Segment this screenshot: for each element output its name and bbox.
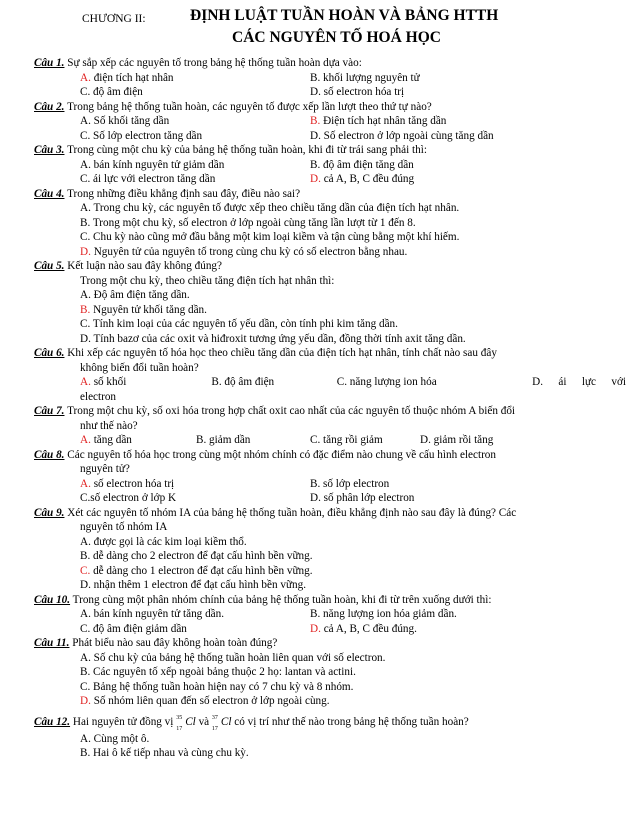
chapter-label: CHƯƠNG II: bbox=[82, 13, 146, 25]
question-6 bbox=[34, 346, 626, 404]
isotope-cl-35 bbox=[176, 712, 196, 732]
option-b: Nguyên tử khối tăng dần. bbox=[90, 303, 207, 316]
question-number: Câu 12. bbox=[34, 715, 71, 728]
question-text: Xét các nguyên tố nhóm IA của bảng hệ thống tuần hoàn, điều khẳng định nào sau đây là đúng? Các bbox=[64, 506, 517, 519]
option-d: Số nhóm liên quan đến số electron ở lớp ngoài cùng. bbox=[90, 695, 330, 707]
question-text: Hai nguyên tử đồng vị bbox=[70, 715, 177, 728]
question-10 bbox=[34, 593, 626, 637]
option-d: D. số electron hóa trị bbox=[310, 86, 405, 98]
option-a: A. Cùng một ô. bbox=[80, 732, 150, 745]
option-d: Nguyên tử của nguyên tố trong cùng chu kỳ có số electron bằng nhau. bbox=[90, 245, 408, 258]
question-number: Câu 11. bbox=[34, 637, 70, 649]
question-number: Câu 6. bbox=[34, 347, 65, 359]
question-text: có vị trí như thế nào trong bảng hệ thống tuần hoàn? bbox=[231, 715, 469, 728]
question-text: Trong một chu kỳ, số oxi hóa trong hợp chất oxit cao nhất của các nguyên tố thuộc nhóm A biến đổi bbox=[64, 405, 516, 417]
question-number: Câu 7. bbox=[34, 405, 65, 417]
option-a: A. Số chu kỳ của bảng hệ thống tuần hoàn liên quan với số electron. bbox=[80, 651, 386, 664]
question-number: Câu 2. bbox=[34, 100, 65, 113]
option-d: D. nhận thêm 1 electron để đạt cấu hình bền vững. bbox=[80, 579, 307, 591]
option-c: C. Bảng hệ thống tuần hoàn hiện nay có 7 chu kỳ và 8 nhóm. bbox=[80, 680, 354, 693]
page-subtitle: CÁC NGUYÊN TỐ HOÁ HỌC bbox=[232, 29, 441, 46]
question-number: Câu 1. bbox=[34, 57, 65, 69]
option-b: B. số lớp electron bbox=[310, 477, 390, 490]
option-c: C. độ âm điện giảm dần bbox=[80, 622, 187, 635]
atomic-number: 17 bbox=[176, 725, 183, 732]
question-list bbox=[34, 56, 626, 761]
option-a: A. được gọi là các kim loại kiềm thổ. bbox=[80, 535, 247, 548]
question-number: Câu 3. bbox=[34, 144, 65, 156]
option-d-word: với bbox=[611, 376, 626, 388]
answer-key-marker: A. bbox=[80, 376, 91, 388]
option-a: A. Độ âm điện tăng dần. bbox=[80, 289, 190, 301]
atomic-number: 17 bbox=[211, 725, 218, 732]
answer-key-marker: B. bbox=[80, 303, 91, 316]
question-number: Câu 8. bbox=[34, 448, 65, 461]
option-b: B. Các nguyên tố xếp ngoài bảng thuộc 2 họ: lantan và actini. bbox=[80, 666, 356, 678]
question-number: Câu 10. bbox=[34, 593, 71, 606]
option-c: C. độ âm điện bbox=[80, 86, 143, 98]
question-text: Phát biểu nào sau đây không hoàn toàn đúng? bbox=[69, 637, 278, 649]
question-text-continued: nguyên tử? bbox=[80, 463, 130, 475]
answer-key-marker: D. bbox=[80, 245, 91, 258]
question-5 bbox=[34, 259, 626, 346]
option-a: tăng dần bbox=[90, 434, 132, 446]
question-text-continued: không biến đổi tuần hoàn? bbox=[80, 361, 199, 374]
option-a: A. bán kính nguyên tử tăng dần. bbox=[80, 608, 225, 620]
question-text: Khi xếp các nguyên tố hóa học theo chiều tăng dần của điện tích hạt nhân, tính chất nào sau đây bbox=[64, 347, 497, 359]
question-text: Trong cùng một phân nhóm chính của bảng hệ thống tuần hoàn, khi đi từ trên xuống dưới thì: bbox=[70, 593, 492, 606]
question-2 bbox=[34, 100, 626, 144]
option-a: số electron hóa trị bbox=[90, 477, 175, 490]
question-7 bbox=[34, 404, 626, 448]
option-c: C. Số lớp electron tăng dần bbox=[80, 129, 203, 142]
question-stem: Trong một chu kỳ, theo chiều tăng điện tích hạt nhân thì: bbox=[80, 274, 335, 287]
option-c: C. tăng rồi giảm bbox=[310, 434, 383, 446]
option-c: C. năng lượng ion hóa bbox=[336, 376, 437, 388]
question-9 bbox=[34, 506, 626, 593]
option-a: A. Trong chu kỳ, các nguyên tố được xếp theo chiều tăng dần của điện tích hạt nhân. bbox=[80, 202, 460, 214]
question-11 bbox=[34, 636, 626, 709]
option-c: dễ dàng cho 1 electron để đạt cấu hình bền vững. bbox=[90, 564, 313, 577]
option-c: C. Chu kỳ nào cũng mở đầu bằng một kim loại kiềm và tận cùng bằng một khí hiếm. bbox=[80, 231, 460, 243]
option-d: cả A, B, C đều đúng. bbox=[320, 622, 417, 635]
answer-key-marker: D. bbox=[80, 695, 91, 707]
option-d-continued: electron bbox=[80, 390, 117, 403]
answer-key-marker: A. bbox=[80, 434, 91, 446]
question-number: Câu 9. bbox=[34, 506, 65, 519]
question-text: Trong những điều khẳng định sau đây, điều nào sai? bbox=[64, 187, 301, 200]
option-c: C. Tính kim loại của các nguyên tố yếu dần, còn tính phi kim tăng dần. bbox=[80, 318, 398, 330]
element-symbol: Cl bbox=[185, 715, 196, 728]
question-text: Trong cùng một chu kỳ của bảng hệ thống tuần hoàn, khi đi từ trái sang phải thì: bbox=[64, 144, 427, 156]
option-a: điện tích hạt nhân bbox=[90, 71, 174, 84]
option-d: D. bbox=[532, 376, 544, 388]
option-b: B. độ âm điện tăng dần bbox=[310, 158, 414, 171]
question-text-continued: như thế nào? bbox=[80, 419, 138, 432]
option-b: Điện tích hạt nhân tăng dần bbox=[320, 115, 447, 127]
answer-key-marker: D. bbox=[310, 622, 321, 635]
option-a: A. bán kính nguyên tử giảm dần bbox=[80, 158, 225, 171]
option-c: C.số electron ở lớp K bbox=[80, 492, 177, 504]
option-b: B. độ âm điện bbox=[211, 376, 275, 388]
question-number: Câu 4. bbox=[34, 187, 65, 200]
question-4 bbox=[34, 187, 626, 260]
option-b: B. Trong một chu kỳ, số electron ở lớp ngoài cùng tăng lần lượt từ 1 đến 8. bbox=[80, 216, 416, 229]
answer-key-marker: D. bbox=[310, 173, 321, 185]
option-d: cả A, B, C đều đúng bbox=[320, 173, 415, 185]
option-d: D. Số electron ở lớp ngoài cùng tăng dần bbox=[310, 129, 494, 142]
page-title: ĐỊNH LUẬT TUẦN HOÀN VÀ BẢNG HTTH bbox=[190, 7, 499, 24]
question-text: Sự sắp xếp các nguyên tố trong bảng hệ thống tuần hoàn dựa vào: bbox=[64, 57, 362, 69]
element-symbol: Cl bbox=[220, 715, 232, 728]
option-b: B. năng lượng ion hóa giảm dần. bbox=[310, 608, 457, 620]
option-b: B. Hai ô kế tiếp nhau và cùng chu kỳ. bbox=[80, 747, 249, 759]
option-b: B. khối lượng nguyên tử bbox=[310, 71, 420, 84]
mass-number: 37 bbox=[211, 714, 218, 721]
option-a: A. Số khối tăng dần bbox=[80, 115, 170, 127]
option-d-word: lực bbox=[581, 376, 596, 388]
question-12 bbox=[34, 712, 626, 761]
option-c: C. ái lực với electron tăng dần bbox=[80, 173, 216, 185]
question-text: Các nguyên tố hóa học trong cùng một nhóm chính có đặc điểm nào chung về cấu hình electron bbox=[64, 448, 496, 461]
option-d: D. giảm rồi tăng bbox=[420, 434, 494, 446]
isotope-cl-37 bbox=[212, 712, 232, 732]
mass-number: 35 bbox=[176, 714, 183, 721]
question-text: và bbox=[195, 715, 212, 728]
answer-key-marker: B. bbox=[310, 115, 321, 127]
question-text: Kết luận nào sau đây không đúng? bbox=[64, 260, 222, 272]
answer-key-marker: C. bbox=[80, 564, 91, 577]
question-8 bbox=[34, 448, 626, 506]
answer-key-marker: A. bbox=[80, 71, 91, 84]
answer-key-marker: A. bbox=[80, 477, 91, 490]
option-b: B. dễ dàng cho 2 electron để đạt cấu hình bền vững. bbox=[80, 550, 313, 562]
document-header bbox=[0, 7, 638, 53]
option-a: số khối bbox=[90, 376, 127, 388]
question-text: Trong bảng hệ thống tuần hoàn, các nguyên tố được xếp lần lượt theo thứ tự nào? bbox=[64, 100, 432, 113]
option-d: D. số phân lớp electron bbox=[310, 492, 415, 504]
question-number: Câu 5. bbox=[34, 260, 65, 272]
question-text-continued: nguyên tố nhóm IA bbox=[80, 521, 168, 533]
option-d-word: ái bbox=[558, 376, 567, 388]
question-3 bbox=[34, 143, 626, 187]
question-1 bbox=[34, 56, 626, 100]
option-b: B. giảm dần bbox=[196, 434, 251, 446]
option-d: D. Tính bazơ của các oxit và hiđroxit tương ứng yếu dần, đồng thời tính axit tăng dần. bbox=[80, 332, 466, 345]
